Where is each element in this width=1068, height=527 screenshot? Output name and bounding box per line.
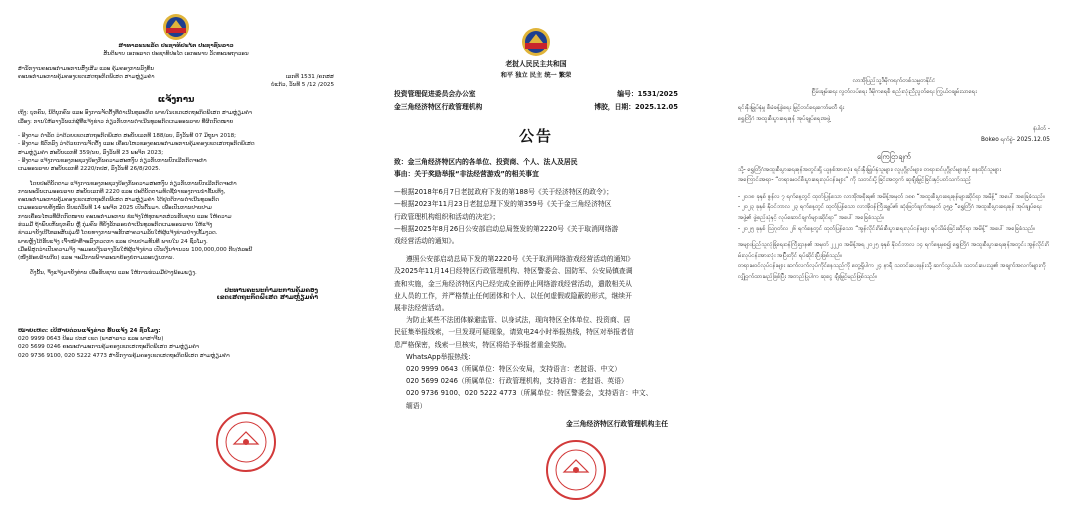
lao-doc-date: ບໍ່ແກ້ວ, ວັນທີ 5 /12 /2025	[271, 82, 334, 89]
cn-body-line: 遵照公安部启动总局下发的第2220号《关于取消网络游戏经营活动的通知》	[406, 255, 634, 264]
mm-line: - ၂၀၁၈ ခုနှစ် ဇွန်လ ၇ ရက်နေ့တွင် ထုတ်ပြန်သော လာအိုအစိုးရ၏ အမိန့်အမှတ် ၁၈၈ “အထူးစီးပွားရေးဇုန်များဆိုင်ရာ အမိန့်” အပေါ် အခြေခံသည်။	[738, 193, 1045, 200]
lao-line: ໂດຍປະຕິບັດຕາມ ແຈ້ງການຂອງກະຊວງປ້ອງກັນຄວາມສະຫງົບ ກ່ຽວກັບການຍົກເລີກກິດຈະກໍາ	[30, 180, 237, 187]
lao-line: ສາມຫຼ່ຽມຄໍາ ສະບັບເລກທີ 359/ນຍ, ລົງວັນທີ 23 ພະຈິກ 2023;	[18, 149, 164, 156]
mm-office-1: ရင်းနှီးမြှုပ်နှံမှု စီမံခန့်ခွဲရေး မြှင့်တင်ရေးကော်မတီ ရုံး	[738, 105, 845, 112]
lao-stamp-icon	[214, 410, 278, 474]
lao-line: - ອີງຕາມ ຂໍ້ຕົກລົງ ວ່າດ້ວຍການຈັດຕັ້ງ ແລະ ເຄື່ອນໄຫວຂອງຄະນະກໍາມະການຄຸ້ມຄອງເຂດເສດຖະກິດພິເສດ	[18, 141, 255, 148]
lao-signature-title-1: ປະທານຄະນະກໍາມະການຄຸ້ມຄອງ	[224, 286, 318, 294]
mm-header-motto: ငြိမ်းချမ်းရေး လွတ်လပ်ရေး ဒီမိုကရေစီ စည်းလုံးညီညွတ်ရေး ကြွယ်ဝချမ်းသာရေး	[811, 88, 977, 95]
chinese-notice-page	[368, 6, 698, 518]
mm-office-2: ရွှေတြိဂံ အထူးစီးပွားရေးဇုန် အုပ်ချုပ်ရေးအဖွဲ့	[738, 115, 831, 122]
cn-office-2: 金三角经济特区行政管理机构	[394, 102, 483, 111]
lao-line: ຄະນະກໍາມະການຄຸ້ມຄອງເຂດເສດຖະກິດພິເສດ ສາມຫຼ່ຽມຄໍາ ໄດ້ຢຸດຕິການດໍາເນີນທຸລະກິດ	[18, 197, 220, 204]
lao-line: ການພະນັນເກມອອນລາຍ ສະບັບເລກທີ 2220 ແລະ ປະຕິບັດຕາມທິດຊີ້ນໍາຂອງການນໍາຂັ້ນເທິງ,	[18, 188, 226, 195]
lao-hotline-line: 020 9736 9100, 020 5222 4773 ສໍານັກງານຄຸ້ມຄອງເຂດເສດຖະກິດພິເສດ ສາມຫຼ່ຽມຄໍາ	[18, 352, 230, 359]
mm-line: သို့- ရွှေတြိဂံအထူးစီးပွားရေးဇုန်အတွင်းရှိ ယူနစ်အားလုံး၊ ရင်းနှီးမြှုပ်နှံသူများ၊ လူပုဂ္ဂိုလ်များ၊ တရားဝင်ပုဂ္ဂိုလ်များနှင့် နေထိုင်သူများ	[738, 166, 1001, 173]
lao-hotline-line: 020 5699 0246 ຄະນະກໍາມະການຄຸ້ມຄອງເຂດເສດຖະກິດພິເສດ ສາມຫຼ່ຽມຄໍາ	[18, 344, 200, 351]
cn-signature: 金三角经济特区行政管理机构主任	[566, 419, 668, 428]
mm-line: - ၂၀၂၃ ခုနှစ် နိုဝင်ဘာလ ၂၃ ရက်နေ့တွင် ထုတ်ပြန်သော လာအိုဝန်ကြီးချုပ်၏ ဆုံးဖြတ်ချက်အမှတ် ၃၅၉ “ရွှေတြိဂံ အထူးစီးပွားရေးဇုန် အုပ်ချုပ်ရေးအဖွဲ့၏ ဖွဲ့စည်းပုံနှင့် လုပ်ဆောင်ချက်များဆိုင်ရာ” အပေါ် အခြေခံသည်။	[738, 204, 1042, 221]
cn-stamp-icon	[544, 438, 608, 502]
lao-header-country: ສາທາລະນະລັດ ປະຊາທິປະໄຕ ປະຊາຊົນລາວ	[118, 43, 234, 49]
cn-doc-date: 博胶，日期：2025.12.05	[594, 102, 678, 111]
lao-doc-number: ເລກທີ 1531 /ຄກສສ	[285, 73, 334, 80]
lao-header-motto: ສັນຕິພາບ ເອກະລາດ ປະຊາທິປະໄຕ ເອກະພາບ ວັດທະນະຖາວອນ	[103, 51, 249, 58]
lao-line: ເຖິງ: ບຸກຄົນ, ນິຕິບຸກຄົນ ແລະ ອົງການຈັດຕັ້ງທີ່ດໍາເນີນທຸລະກິດ ພາຍໃນເຂດເສດຖະກິດພິເສດ ສາມຫຼ່ຽມຄໍາ	[18, 110, 252, 117]
cn-body-line: 为防止某些不法团体躲避监管、以身试法，现向特区全体单位、投资商、居	[406, 316, 631, 325]
lao-notice-page	[4, 6, 348, 518]
cn-body-line: 业人员的工作，并严格禁止任何团体和个人、以任何虚假或隐蔽的形式，继续开	[394, 291, 632, 300]
cn-hotline-label: WhatsApp举报热线：	[406, 352, 475, 361]
lao-emblem-icon	[516, 26, 556, 58]
lao-office-1: ສໍານັກງານຄະນະກໍາມະການສົ່ງເສີມ ແລະ ຄຸ້ມຄອງການລົງທຶນ	[18, 65, 155, 72]
cn-body-line: 及2025年11月14日经特区行政管理机构、特区警委会、国防军、公安局镇查调	[394, 267, 633, 276]
cn-basis-item: —根据2018年6月7日老挝政府下发的第188号《关于经济特区的政令》；	[394, 188, 614, 197]
lao-office-2: ຄະນະກໍາມະການຄຸ້ມຄອງເຂດເສດຖະກິດພິເສດ ສາມຫຼ່ຽມຄໍາ	[18, 73, 155, 80]
lao-signature-title-2: ເຂດເສດຖະກິດພິເສດ ສາມຫຼ່ຽມຄໍາ	[216, 293, 318, 301]
cn-header-motto: 和平 独立 民主 统一 繁荣	[500, 72, 572, 80]
mm-line: တရားမဝင်လုပ်ငန်းများ ဆက်လက်လုပ်ကိုင်နေသည်ကို တွေ့ရှိပါက ၂၄ နာရီ သတင်းပေးဖုန်းသို့ ဆက်သွယ်ပါ။ သတင်းပေးသူ၏ အချက်အလက်များကို လျှို့ဝှက်ထားမည်ဖြစ်ပြီး အတည်ပြုပါက ဆုငွေ ချီးမြှင့်မည်ဖြစ်သည်။	[738, 263, 1046, 280]
lao-hotline-line: 020 9999 0643 ປ້ອມ ປກສ ເຂດ (ພາສາລາວ ແລະ ພາສາຈີນ)	[18, 336, 164, 343]
lao-line: ການເຄື່ອນໄຫວທີ່ຜິດກົດໝາຍ ຄະນະກໍາມະການ ຂໍແຈ້ງໃຫ້ທຸກພາກສ່ວນຮັບຊາບ ແລະ ໃຫ້ຄວາມ	[18, 213, 232, 220]
cn-body-line: 民征集举报线索，一旦发现可疑现象，请致电24小时举报热线，特区对举报者信	[394, 328, 634, 337]
cn-hotline-item: 020 5699 0246（所属单位：行政管理机构，支持语言：老挝语、英语）	[406, 377, 628, 386]
mm-line: အကြောင်းအရာ- “တရားမဝင်စီးပွားရေးလုပ်ငန်းများ” ကို သတင်းပို့ခြင်းအတွက် ဆုချီးမြှင့်ခြင်းနှင့်ပတ်သက်သည့်	[738, 177, 972, 184]
cn-hotline-list	[394, 363, 678, 412]
lao-title: ແຈ້ງການ	[157, 95, 195, 106]
cn-doc-number: 编号：1531/2025	[617, 90, 678, 99]
cn-subject: 事由：关于奖励举报“非法经营游戏”的相关事宜	[394, 170, 539, 179]
cn-recipient: 致：金三角经济特区内的各单位、投资商、个人、法人及居民	[394, 157, 578, 166]
lao-line: ພາຍຫຼັງໄດ້ຮັບແຈ້ງ ເຈົ້າໜ້າທີ່ຈະລົງກວດກາ ແລະ ປາບປາມທັນທີ ພາຍໃນ 24 ຊົ່ວໂມງ.	[18, 238, 208, 245]
mm-doc-date: Bokeo ရက်စွဲ- 2025.12.05	[980, 136, 1050, 143]
lao-line: (ໜຶ່ງຮ້ອຍລ້ານກີບ) ແລະ ຈະມີການພິຈາລະນາຍ້ອງຍໍຕາມລະບຽບການ.	[18, 255, 175, 262]
lao-line: - ອີງຕາມ ແຈ້ງການຂອງກະຊວງປ້ອງກັນຄວາມສະຫງົບ ກ່ຽວກັບການຍົກເລີກກິດຈະກໍາ	[18, 157, 207, 164]
cn-hotline-item: 缅语）	[406, 401, 427, 410]
mm-header-country: လာအိုပြည်သူ့ဒီမိုကရက်တစ်သမ္မတနိုင်ငံ	[852, 78, 936, 84]
mm-title: ကြေငြာချက်	[876, 151, 912, 161]
lao-line: ເກມອອນລາຍທັງໝົດ ນັບແຕ່ວັນທີ 14 ພະຈິກ 2025 ເປັນຕົ້ນມາ. ເພື່ອເປັນການປາບປາມ	[18, 205, 212, 212]
lao-line: - ອີງຕາມ ດໍາລັດ ວ່າດ້ວຍເຂດເສດຖະກິດພິເສດ ສະບັບເລກທີ 188/ລບ, ລົງວັນທີ 07 ມິຖຸນາ 2018;	[18, 133, 237, 140]
cn-body-line: 展非法经营活动。	[394, 304, 449, 313]
lao-line: ເມື່ອພິສູດວ່າເປັນຄວາມຈິງ ຈະມອບເງິນລາງວັນໃຫ້ຜູ້ແຈ້ງຂ່າວ ເປັນເງິນຈໍານວນ 100,000,000 ກີບ/ກໍລະນີ	[18, 246, 253, 253]
cn-basis-item: 行政管理机构组织和活动的决定》；	[394, 212, 500, 221]
cn-body	[394, 253, 678, 351]
lao-line: ຂ່າວມາຍັງເບີໂທລະສັບລຸ່ມນີ້ ໂດຍທາງການຈະຮັກສາຄວາມລັບໃຫ້ຜູ້ແຈ້ງຂ່າວຢ່າງເຂັ້ມງວດ.	[18, 230, 218, 237]
myanmar-notice-page	[716, 6, 1064, 518]
lao-line: ເລື່ອງ: ການໃຫ້ລາງວັນແກ່ຜູ້ທີ່ແຈ້ງຂ່າວ ກ່ຽວກັບການດໍາເນີນທຸລະກິດເກມອອນລາຍ ທີ່ຜິດກົດໝາຍ	[18, 118, 234, 125]
cn-body-line: 息严格保密，线索一旦核实，特区将给予举报者重金奖励。	[394, 340, 571, 349]
lao-hotline-line: ໝາຍເຫດ: ເບີສາຍດ່ວນແຈ້ງຂ່າວ ຮັບແຈ້ງ 24 ຊົ່ວໂມງ:	[18, 327, 161, 334]
mm-line: အများပြည်သူလုံခြုံရေးဝန်ကြီးဌာန၏ အမှတ် ၂၂၂၀ အမိန့်အရ ၂၀၂၅ ခုနှစ် နိုဝင်ဘာလ ၁၄ ရက်နေ့မှစ၍ ရွှေတြိဂံ အထူးစီးပွားရေးဇုန်အတွင်း အွန်လိုင်းဂိမ်းလုပ်ငန်းအားလုံး အပြီးတိုင် ရပ်ဆိုင်းပြီးဖြစ်သည်။	[738, 242, 1050, 259]
cn-title: 公告	[518, 126, 553, 145]
cn-header-country: 老挝人民民主共和国	[505, 60, 567, 68]
lao-hotline-note	[18, 327, 334, 360]
cn-hotline-item: 020 9999 0643（所属单位：特区公安局，支持语言：老挝语、中文）	[406, 365, 622, 374]
cn-basis-item: —根据2025年8月26日公安部启动总局签发的第2220号《关于取消网络游	[394, 224, 619, 233]
lao-body	[18, 109, 334, 276]
cn-basis-item: —根据2023年11月23日老挝总理下发的第359号《关于金三角经济特区	[394, 200, 612, 209]
cn-hotline-item: 020 9736 9100、020 5222 4773（所属单位：特区警委会，支持语言：中文、	[406, 389, 653, 398]
mm-body	[738, 165, 1050, 283]
lao-line: ຮ່ວມມື ຖ້າພົບເຫັນບຸກຄົນ ຫຼື ກຸ່ມຄົນ ທີ່ຍັງລັກລອບດໍາເນີນທຸລະກິດເກມອອນລາຍ ໃຫ້ແຈ້ງ	[18, 222, 213, 229]
lao-closing: ດັ່ງນັ້ນ, ຈຶ່ງແຈ້ງມາຍັງທ່ານ ເພື່ອຮັບຊາບ ແລະ ໃຫ້ການຮ່ວມມືຢ່າງພ້ອມພຽງ.	[30, 269, 197, 276]
lao-line: ເກມອອນລາຍ ສະບັບເລກທີ 2220/ກປສ, ລົງວັນທີ 26/8/2025.	[18, 166, 161, 173]
cn-basis-item: 戏经营活动的通知》。	[394, 237, 459, 246]
mm-doc-number: နံပါတ် -	[1033, 126, 1050, 133]
mm-line: - ၂၀၂၅ ခုနှစ် ဩဂုတ်လ ၂၆ ရက်နေ့တွင် ထုတ်ပြန်သော “အွန်လိုင်းဂိမ်းစီးပွားရေးလုပ်ငန်းများ ရုပ်သိမ်းခြင်းဆိုင်ရာ အမိန့်” အပေါ် အခြေခံသည်။	[738, 225, 1036, 232]
cn-body-line: 查和实施，金三角经济特区内已经完成全面停止网络游戏经营活动，遣散相关从	[394, 279, 632, 288]
cn-office-1: 投资管理促进委员会办公室	[394, 90, 476, 99]
lao-emblem-icon	[158, 12, 194, 42]
cn-basis-list	[394, 186, 678, 247]
